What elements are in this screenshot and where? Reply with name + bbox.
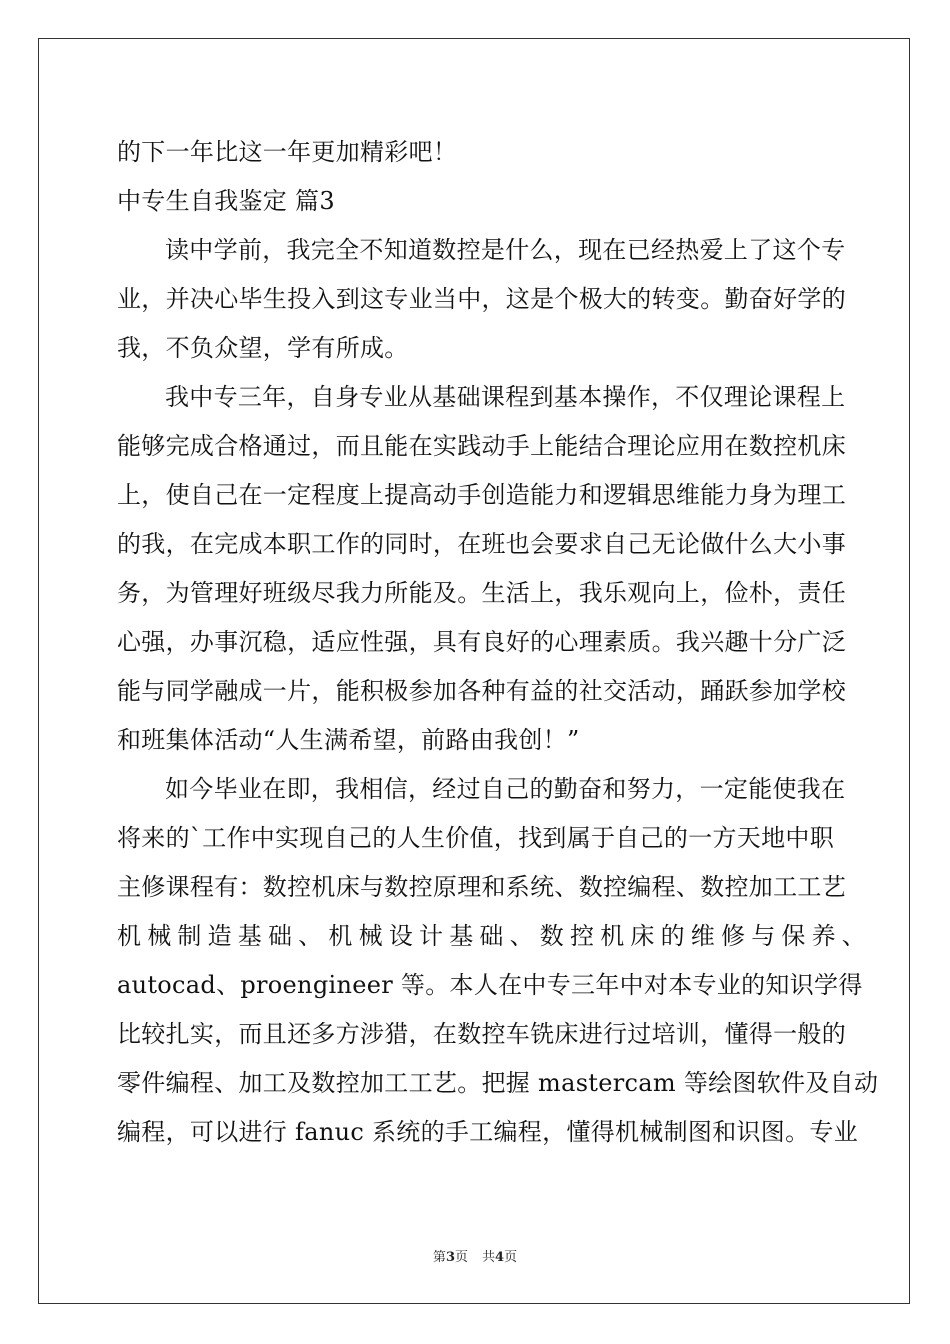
paragraph-line: 心强，办事沉稳，适应性强，具有良好的心理素质。我兴趣十分广泛 [117, 628, 846, 656]
total-pages-suffix: 页 [504, 1250, 518, 1265]
paragraph-line: 和班集体活动“人生满希望，前路由我创！” [117, 726, 580, 754]
text-line: 的下一年比这一年更加精彩吧！ [117, 138, 458, 166]
document-body [117, 128, 879, 1157]
paragraph-line: 主修课程有：数控机床与数控原理和系统、数控编程、数控加工工艺 [117, 873, 846, 901]
total-pages: 4 [495, 1250, 505, 1265]
paragraph-line: 机械制造基础、机械设计基础、数控机床的维修与保养、 [117, 922, 872, 950]
paragraph-line: 业，并决心毕生投入到这专业当中，这是个极大的转变。勤奋好学的 [117, 285, 846, 313]
paragraph-line: 如今毕业在即，我相信，经过自己的勤奋和努力，一定能使我在 [165, 775, 846, 803]
paragraph-line: 零件编程、加工及数控加工工艺。把握 mastercam 等绘图软件及自动 [117, 1069, 879, 1097]
page-number-prefix: 第 [432, 1250, 446, 1265]
paragraph-line: 我中专三年，自身专业从基础课程到基本操作，不仅理论课程上 [165, 383, 846, 411]
paragraph-line: 我，不负众望，学有所成。 [117, 334, 409, 362]
section-heading: 中专生自我鉴定 篇3 [117, 187, 335, 215]
paragraph-line: autocad、proengineer 等。本人在中专三年中对本专业的知识学得 [117, 971, 863, 999]
page-footer [0, 1246, 950, 1265]
page-number-suffix: 页 [454, 1250, 468, 1265]
paragraph-line: 的我，在完成本职工作的同时，在班也会要求自己无论做什么大小事 [117, 530, 846, 558]
paragraph-line: 务，为管理好班级尽我力所能及。生活上，我乐观向上，俭朴，责任 [117, 579, 846, 607]
page-number: 3 [445, 1250, 455, 1265]
paragraph-line: 编程，可以进行 fanuc 系统的手工编程，懂得机械制图和识图。专业 [117, 1118, 859, 1146]
paragraph-line: 能与同学融成一片，能积极参加各种有益的社交活动，踊跃参加学校 [117, 677, 846, 705]
total-pages-prefix: 共 [482, 1250, 496, 1265]
paragraph-line: 比较扎实，而且还多方涉猎，在数控车铣床进行过培训，懂得一般的 [117, 1020, 846, 1048]
paragraph-line: 能够完成合格通过，而且能在实践动手上能结合理论应用在数控机床 [117, 432, 846, 460]
paragraph-line: 上，使自己在一定程度上提高动手创造能力和逻辑思维能力身为理工 [117, 481, 846, 509]
paragraph-line: 将来的`工作中实现自己的人生价值，找到属于自己的一方天地中职 [117, 824, 834, 852]
paragraph-line: 读中学前，我完全不知道数控是什么，现在已经热爱上了这个专 [165, 236, 846, 264]
